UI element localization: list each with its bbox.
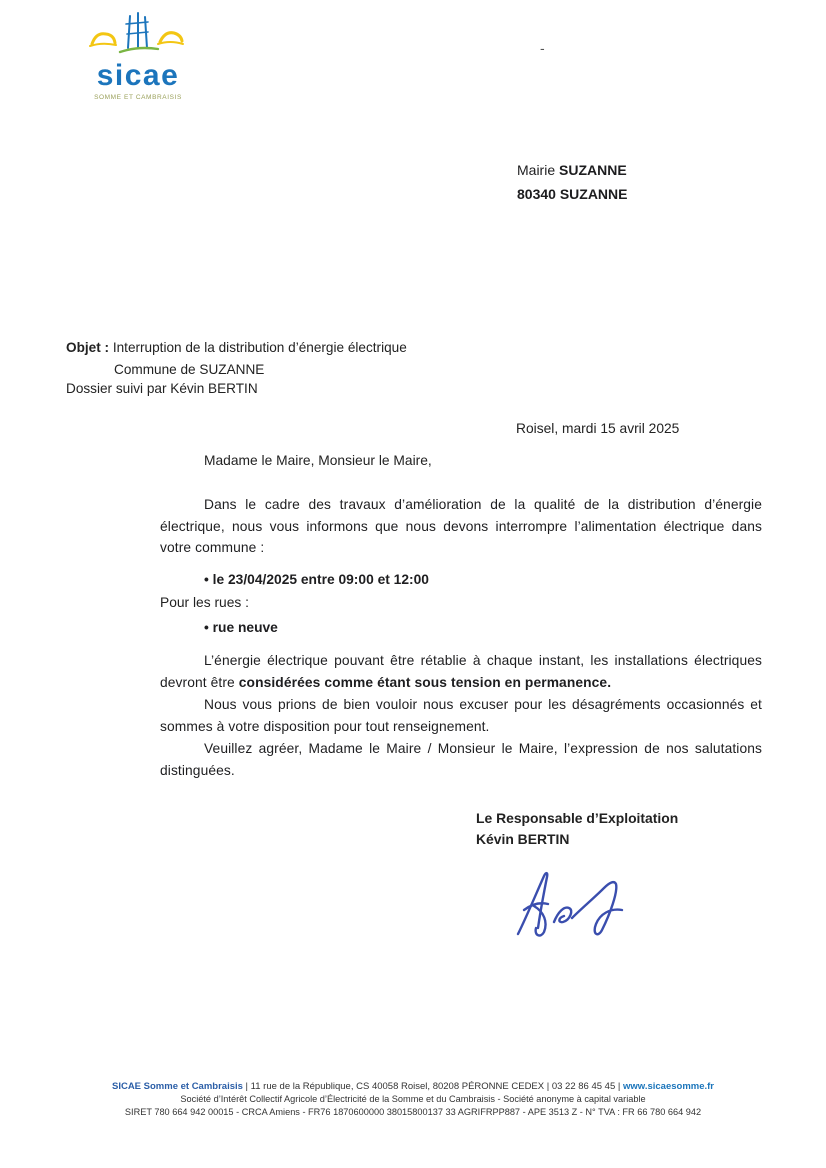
signoff-name: Kévin BERTIN — [476, 831, 570, 847]
footer-company-name: SICAE Somme et Cambraisis — [111, 1081, 243, 1092]
interruption-item: • le 23/04/2025 entre 09:00 et 12:00 — [204, 572, 429, 587]
sicae-tagline: SOMME ET CAMBRAISIS — [94, 94, 182, 101]
paragraph-tension-normal: L’énergie électrique pouvant être rétablie à chaque instant, les installations électriques devront être — [160, 653, 762, 690]
recipient-line-2: 80340 SUZANNE — [517, 186, 628, 202]
subject-line-1 — [66, 337, 407, 359]
recipient-name: SUZANNE — [559, 162, 627, 178]
footer-contact-info: | 11 rue de la République, CS 40058 Roisel, 80208 PÉRONNE CEDEX | 03 22 86 45 45 | — [242, 1081, 623, 1092]
dateline: Roisel, mardi 15 avril 2025 — [516, 421, 680, 436]
paragraph-closing: Veuillez agréer, Madame le Maire / Monsieur le Maire, l’expression de nos salutations distinguées. — [160, 741, 762, 778]
reference-line: Dossier suivi par Kévin BERTIN — [66, 381, 258, 396]
sicae-logo — [82, 10, 194, 101]
subject-line-2: Commune de SUZANNE — [114, 362, 265, 377]
signoff-block — [476, 808, 678, 850]
signoff-title: Le Responsable d’Exploitation — [476, 810, 679, 826]
recipient-address — [517, 158, 628, 206]
handwritten-signature — [502, 868, 632, 948]
subject-text: Interruption de la distribution d’énergie électrique — [112, 340, 407, 355]
subject-label: Objet : — [66, 340, 110, 355]
footer — [0, 1080, 826, 1118]
footer-line-2: Société d’Intérêt Collectif Agricole d’Électricité de la Somme et du Cambraisis - Société anonyme à capital variable — [180, 1094, 646, 1104]
recipient-prefix: Mairie — [517, 162, 556, 178]
sicae-wordmark: sicae — [96, 59, 180, 92]
footer-website-link: www.sicaesomme.fr — [623, 1081, 714, 1092]
footer-line-3: SIRET 780 664 942 00015 - CRCA Amiens - FR76 1870600000 38015800137 33 AGRIFRPP887 - APE 3513 Z - N° TVA : FR 66 780 664 942 — [124, 1106, 702, 1117]
scan-artifact-dash: - — [540, 40, 545, 56]
paragraph-apology: Nous vous prions de bien vouloir nous excuser pour les désagréments occasionnés et sommes à votre disposition pour tout renseignement. — [160, 697, 762, 734]
recipient-line-1 — [517, 158, 628, 182]
subject-block — [66, 337, 407, 381]
paragraph-tension-bold: considérées comme étant sous tension en permanence. — [238, 674, 612, 690]
salutation: Madame le Maire, Monsieur le Maire, — [204, 453, 432, 468]
street-item: • rue neuve — [204, 620, 278, 635]
paragraph-tension — [160, 650, 762, 693]
paragraph-intro: Dans le cadre des travaux d’amélioration de la qualité de la distribution d’énergie électrique, nous vous informons que nous devons interrompre l’alimentation électrique dans votre commune : — [160, 497, 762, 555]
footer-line-1 — [0, 1080, 826, 1093]
streets-intro: Pour les rues : — [160, 595, 249, 610]
sicae-logo-illustration — [86, 10, 190, 58]
